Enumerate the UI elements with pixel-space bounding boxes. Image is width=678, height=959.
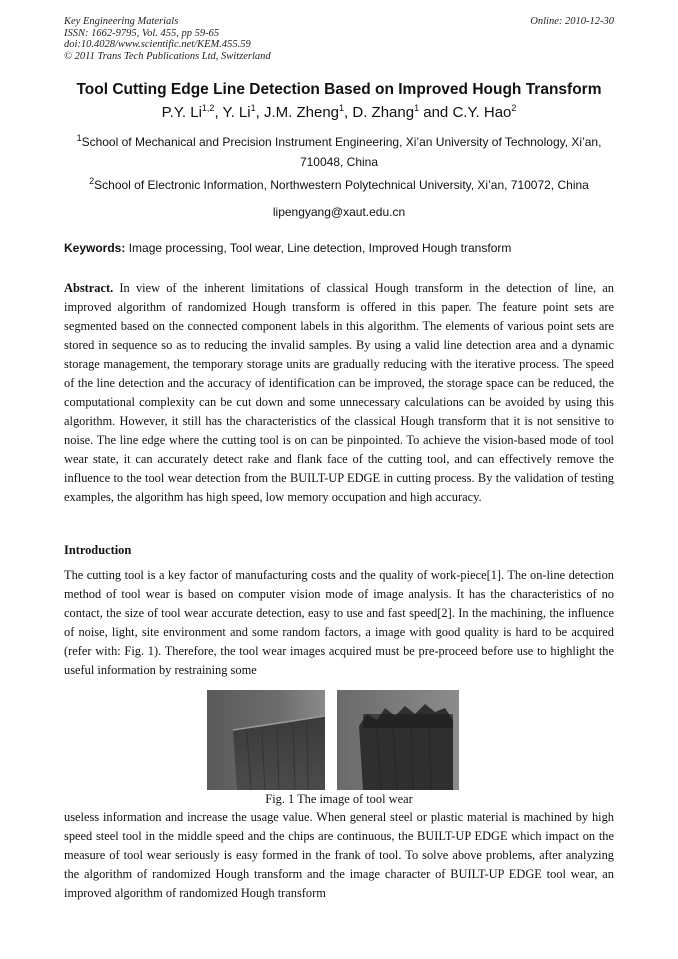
issn-line: ISSN: 1662-9795, Vol. 455, pp 59-65 xyxy=(64,27,220,39)
author: C.Y. Hao$^2$ xyxy=(452,103,517,121)
figure-caption: Fig. 1 The image of tool wear xyxy=(265,792,413,806)
copyright-line: © 2011 Trans Tech Publications Ltd, Switzerland xyxy=(64,50,271,62)
doi-line: doi:10.4028/www.scientific.net/KEM.455.59 xyxy=(64,39,251,50)
author: J.M. Zheng$^1$, xyxy=(263,103,353,121)
online-date: Online: 2010-12-30 xyxy=(530,16,614,27)
tool-wear-image-left xyxy=(207,690,325,790)
journal-header xyxy=(64,16,271,62)
abstract-label: Abstract. xyxy=(64,281,114,295)
intro-paragraph-1: The cutting tool is a key factor of manufacturing costs and the quality of work-piece[1]. The on-line detection method of tool wear is based on computer vision mode of image analysis. It has the characteristics of no contact, the size of tool wear accurate detection, easy to use and fast speed[2]. In the machining, the influence of noise, light, site environment and some random factors, a image with good quality is hard to be acquired (refer with: Fig. 1). Therefore, the tool wear images acquired must be pre-proceed before use to highlight the useful information by restraining some xyxy=(64,568,614,677)
journal-name: Key Engineering Materials xyxy=(64,16,179,27)
abstract xyxy=(64,279,614,507)
tool-wear-image-right xyxy=(337,690,459,790)
abstract-text: In view of the inherent limitations of classical Hough transform in the detection of line, an improved algorithm of randomized Hough transform is offered in this paper. The feature point sets are segmented based on the connected component labels in this algorithm. The elements of various point sets are stored in sequence so as to reducing the invalid samples. By using a valid line detection area and a dynamic storage management, the temporary storage units are gradually reducing with the iterative process. The speed of the line detection and the accuracy of identification can be improved, the storage space can be reduced, the computational complexity can be cut down and some unnecessary calculations can be avoided by using this algorithm. However, it still has the characteristics of the classical Hough transform that it is not sensitive to noise. The line edge where the cutting tool is on can be pinpointed. To achieve the vision-based mode of tool wear state, it can accurately detect rake and flank face of the cutting tool, and can effectively remove the influence to the tool wear detection from the BUILT-UP EDGE in cutting process. By the validation of testing examples, the algorithm has high speed, low memory occupation and high accuracy. xyxy=(64,281,614,504)
author-email[interactable]: lipengyang@xaut.edu.cn xyxy=(272,205,406,219)
affiliation-1: $^1$School of Mechanical and Precision Instrument Engineering, Xi’an University of Technology, Xi’an, 710048, China xyxy=(76,133,602,169)
author: Y. Li$^1$, xyxy=(222,103,264,121)
author: D. Zhang$^1$ and xyxy=(352,103,453,121)
affiliation-2: $^2$School of Electronic Information, Northwestern Polytechnical University, Xi’an, 710072, China xyxy=(89,176,589,192)
author-list xyxy=(0,104,678,121)
paper-title: Tool Cutting Edge Line Detection Based on Improved Hough Transform xyxy=(76,81,602,98)
author: P.Y. Li$^{1,2}$, xyxy=(161,103,223,121)
keywords: Keywords: Image processing, Tool wear, Line detection, Improved Hough transform xyxy=(64,241,512,255)
intro-paragraph-2: useless information and increase the usage value. When general steel or plastic material is machined by high speed steel tool in the middle speed and the chips are continuous, the BUILT-UP EDGE which impact on the measure of tool wear seriously is easy formed in the frank of tool. To solve above problems, after analyzing the algorithm of randomized Hough transform and the image character of BUILT-UP EDGE tool wear, an improved algorithm of randomized Hough transform xyxy=(64,810,614,900)
section-heading-introduction: Introduction xyxy=(64,543,132,557)
